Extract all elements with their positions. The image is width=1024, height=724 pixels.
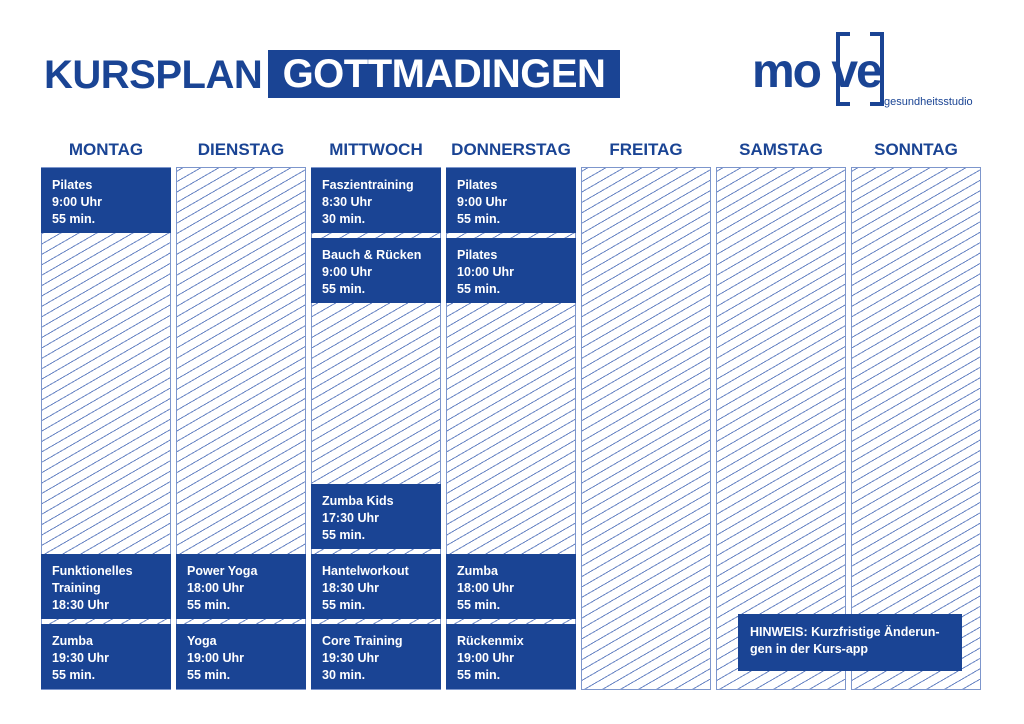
- move-logo: [752, 30, 992, 115]
- class-name: Rückenmix: [457, 634, 524, 648]
- class-name: Hantelworkout: [322, 564, 409, 578]
- class-card-pilates-thu-9[interactable]: [446, 168, 576, 233]
- class-name: Pilates: [52, 178, 93, 192]
- day-header-montag: MONTAG: [68, 140, 144, 159]
- notice-box: [738, 614, 962, 671]
- class-name: Power Yoga: [187, 564, 258, 578]
- class-name: Pilates: [457, 178, 498, 192]
- class-duration: 55 min.: [457, 668, 501, 682]
- class-name: Funktionelles: [52, 564, 133, 578]
- class-time: 18:30 Uhr: [52, 598, 109, 612]
- class-card-zumba-mon[interactable]: [41, 624, 171, 689]
- class-time: 17:30 Uhr: [322, 511, 379, 525]
- class-name: Pilates: [457, 248, 498, 262]
- class-time: 19:30 Uhr: [52, 651, 109, 665]
- day-header-samstag: SAMSTAG: [739, 140, 823, 159]
- day-column-samstag: [716, 167, 846, 690]
- logo-wordmark: mo ve: [752, 45, 881, 98]
- page-title-kursplan: KURSPLAN: [44, 53, 263, 97]
- day-header-donnerstag: DONNERSTAG: [451, 140, 571, 159]
- class-time: 18:00 Uhr: [187, 581, 244, 595]
- class-duration: 30 min.: [322, 668, 366, 682]
- class-card-zumba-thu[interactable]: [446, 554, 576, 619]
- class-name: Core Training: [322, 634, 403, 648]
- class-name: Zumba: [52, 634, 93, 648]
- class-duration: 55 min.: [52, 668, 96, 682]
- class-time: 19:00 Uhr: [457, 651, 514, 665]
- notice-line-2: gen in der Kurs-app: [750, 642, 869, 656]
- class-name: Bauch & Rücken: [322, 248, 422, 262]
- class-duration: 55 min.: [457, 598, 501, 612]
- class-card-bauch-ruecken[interactable]: [311, 238, 441, 303]
- class-card-rueckenmix[interactable]: [446, 624, 576, 689]
- class-name: Zumba Kids: [322, 494, 394, 508]
- class-time: 8:30 Uhr: [322, 195, 373, 209]
- class-card-pilates-mon[interactable]: [41, 168, 171, 233]
- class-name-line2: Training: [52, 581, 101, 595]
- class-card-core-training[interactable]: [311, 624, 441, 689]
- class-card-pilates-thu-10[interactable]: [446, 238, 576, 303]
- class-time: 19:30 Uhr: [322, 651, 379, 665]
- class-time: 18:30 Uhr: [322, 581, 379, 595]
- class-card-zumba-kids[interactable]: [311, 484, 441, 549]
- class-name: Yoga: [187, 634, 217, 648]
- logo-subtitle: gesundheitsstudio: [884, 96, 973, 108]
- class-duration: 55 min.: [457, 212, 501, 226]
- day-header-dienstag: DIENSTAG: [197, 140, 285, 159]
- class-duration: 55 min.: [187, 598, 231, 612]
- day-column-freitag: [581, 167, 711, 690]
- class-duration: 55 min.: [457, 282, 501, 296]
- class-duration: 55 min.: [322, 598, 366, 612]
- class-card-yoga[interactable]: [176, 624, 306, 689]
- class-card-power-yoga[interactable]: [176, 554, 306, 619]
- class-time: 10:00 Uhr: [457, 265, 514, 279]
- class-duration: 55 min.: [322, 528, 366, 542]
- class-duration: 55 min.: [187, 668, 231, 682]
- class-name: Zumba: [457, 564, 498, 578]
- class-duration: 30 min.: [322, 212, 366, 226]
- page-title-location: GOTTMADINGEN: [268, 50, 620, 98]
- class-time: 9:00 Uhr: [52, 195, 103, 209]
- day-header-freitag: FREITAG: [609, 140, 683, 159]
- class-duration: 55 min.: [322, 282, 366, 296]
- class-time: 9:00 Uhr: [322, 265, 373, 279]
- class-name: Faszientraining: [322, 178, 414, 192]
- day-column-sonntag: [851, 167, 981, 690]
- class-card-faszientraining[interactable]: [311, 168, 441, 233]
- class-time: 9:00 Uhr: [457, 195, 508, 209]
- day-header-mittwoch: MITTWOCH: [329, 140, 423, 159]
- class-duration: 55 min.: [52, 212, 96, 226]
- class-card-funktionelles-training[interactable]: [41, 554, 171, 619]
- class-card-hantelworkout[interactable]: [311, 554, 441, 619]
- day-header-sonntag: SONNTAG: [874, 140, 958, 159]
- class-time: 18:00 Uhr: [457, 581, 514, 595]
- class-time: 19:00 Uhr: [187, 651, 244, 665]
- notice-line-1: HINWEIS: Kurzfristige Änderun-: [750, 625, 940, 639]
